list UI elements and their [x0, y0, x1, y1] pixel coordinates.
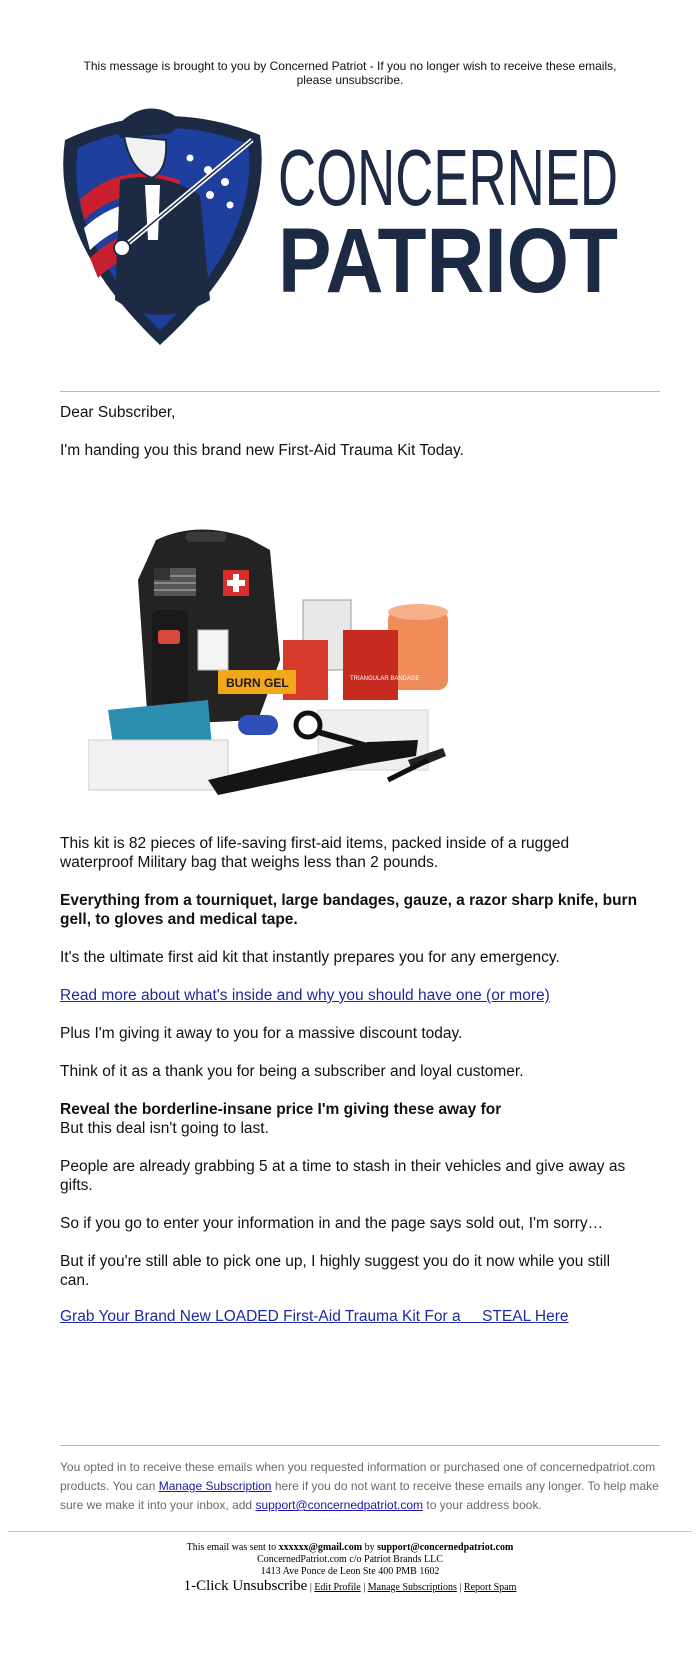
one-click-unsubscribe-link[interactable]: 1-Click Unsubscribe	[183, 1578, 308, 1594]
grab-kit-link[interactable]: Grab Your Brand New LOADED First-Aid Trauma Kit For a STEAL Here	[60, 1308, 569, 1325]
divider-optin	[60, 1445, 660, 1446]
logo-word-patriot: PATRIOT	[278, 210, 618, 312]
optin-notice: You opted in to receive these emails when you requested information or purchased one of concernedpatriot.com products. You can Manage Subscription here if you do not want to receive these emails any longer. To help make sure we make it into your inbox, add support@concernedpatriot.com to your address book.	[60, 1460, 659, 1512]
grab-kit-link-wrapper	[60, 1307, 660, 1326]
paragraph-grabbing: People are already grabbing 5 at a time to stash in their vehicles and give away as gifts.	[60, 1158, 626, 1194]
intro-text: I'm handing you this brand new First-Aid Trauma Kit Today.	[60, 442, 464, 459]
concerned-patriot-logo	[60, 100, 660, 350]
footer-company: ConcernedPatriot.com c/o Patriot Brands LLC	[257, 1554, 443, 1565]
paragraph-reveal-price: Reveal the borderline-insane price I'm giving these away for But this deal isn't going to last.	[60, 1100, 660, 1138]
paragraph-sold-out: So if you go to enter your information in and the page says sold out, I'm sorry…	[60, 1215, 604, 1232]
svg-text:TRIANGULAR BANDAGE: TRIANGULAR BANDAGE	[350, 676, 420, 682]
paragraph-kit-description: This kit is 82 pieces of life-saving first-aid items, packed inside of a rugged waterproof Military bag that weighs less than 2 pounds.	[60, 835, 570, 871]
reveal-price-heading: Reveal the borderline-insane price I'm giving these away for	[60, 1101, 502, 1118]
svg-text:BURN GEL: BURN GEL	[226, 676, 289, 690]
preheader-line2: please unsubscribe.	[296, 73, 404, 87]
edit-profile-link[interactable]: Edit Profile	[314, 1582, 361, 1593]
divider-footer	[8, 1531, 692, 1532]
paragraph-thank-you: Think of it as a thank you for being a subscriber and loyal customer.	[60, 1063, 524, 1080]
footer	[0, 1542, 700, 1594]
support-email-link[interactable]: support@concernedpatriot.com	[255, 1498, 424, 1512]
manage-subscriptions-link[interactable]: Manage Subscriptions	[367, 1582, 457, 1593]
preheader	[80, 59, 620, 87]
paragraph-discount: Plus I'm giving it away to you for a massive discount today.	[60, 1025, 463, 1042]
preheader-line1: This message is brought to you by Concerned Patriot - If you no longer wish to receive these emails,	[83, 59, 617, 73]
paragraph-pick-up: But if you're still able to pick one up, I highly suggest you do it now while you still can.	[60, 1253, 611, 1289]
manage-subscription-link[interactable]: Manage Subscription	[158, 1479, 272, 1493]
footer-sent-line: This email was sent to xxxxxx@gmail.com by support@concernedpatriot.com	[186, 1542, 514, 1553]
divider-top	[60, 391, 660, 392]
logo-word-concerned: CONCERNED	[278, 133, 618, 222]
paragraph-contents-bold: Everything from a tourniquet, large bandages, gauze, a razor sharp knife, burn gell, to gloves and medical tape.	[60, 892, 638, 928]
read-more-link[interactable]: Read more about what's inside and why you should have one (or more)	[60, 987, 550, 1004]
report-spam-link[interactable]: Report Spam	[463, 1582, 517, 1593]
greeting: Dear Subscriber,	[60, 404, 176, 421]
paragraph-ultimate: It's the ultimate first aid kit that instantly prepares you for any emergency.	[60, 949, 560, 966]
footer-address: 1413 Ave Ponce de Leon Ste 400 PMB 1602	[260, 1566, 440, 1577]
trauma-kit-image[interactable]	[88, 520, 468, 840]
footer-links: 1-Click Unsubscribe | Edit Profile | Manage Subscriptions | Report Spam	[183, 1578, 517, 1594]
read-more-link-wrapper	[60, 986, 660, 1005]
